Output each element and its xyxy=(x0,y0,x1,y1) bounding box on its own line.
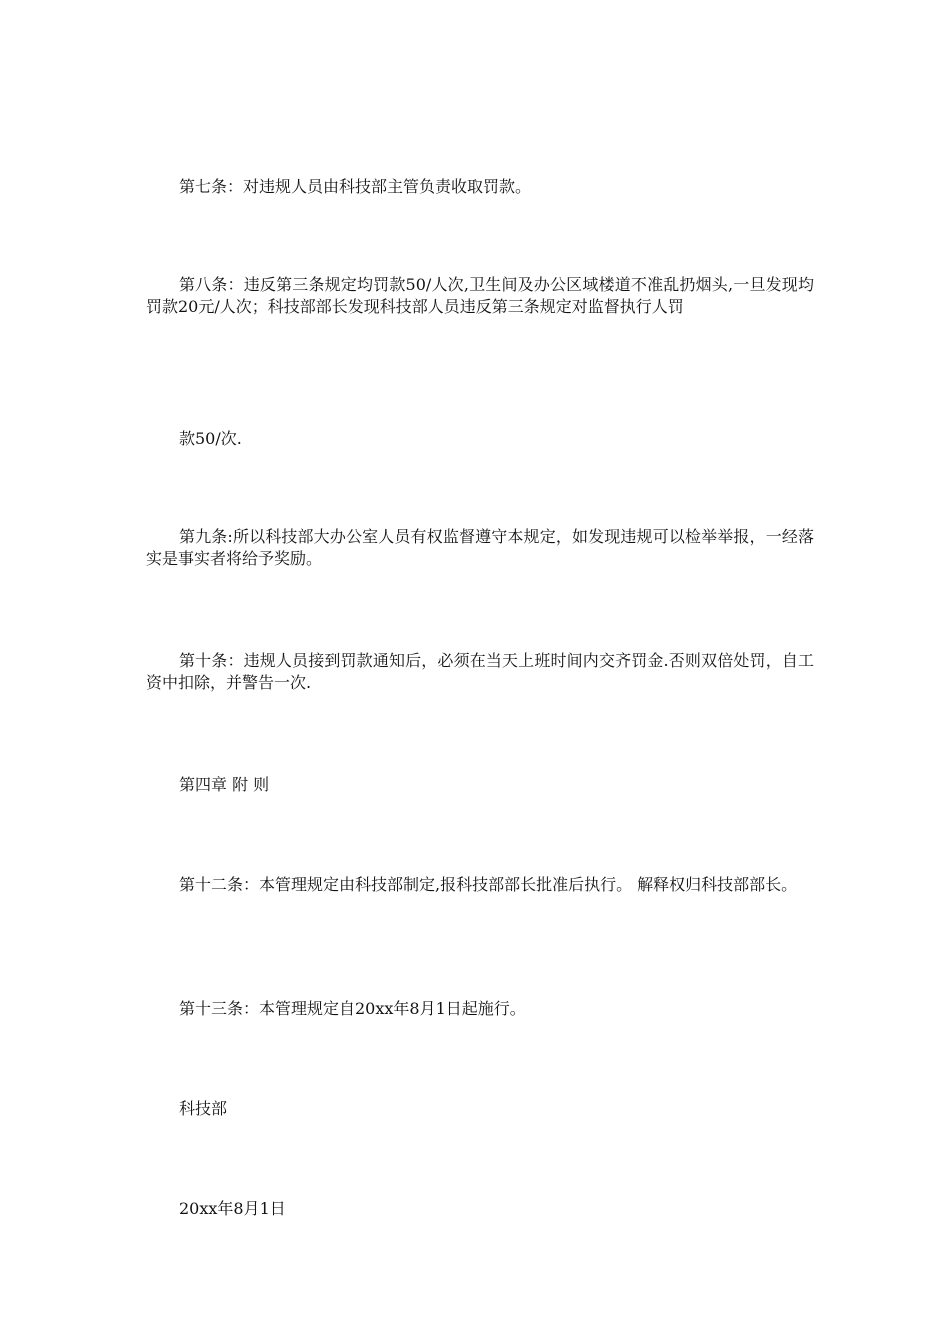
article-7: 第七条：对违规人员由科技部主管负责收取罚款。 xyxy=(179,177,532,196)
article-8-continued: 款50/次. xyxy=(179,429,242,448)
article-13: 第十三条：本管理规定自20xx年8月1日起施行。 xyxy=(179,999,526,1018)
signature-date: 20xx年8月1日 xyxy=(179,1199,286,1218)
chapter-4-heading: 第四章 附 则 xyxy=(179,775,270,794)
signature-department: 科技部 xyxy=(179,1099,228,1118)
article-8: 第八条：违反第三条规定均罚款50/人次,卫生间及办公区域楼道不准乱扔烟头,一旦发现均罚款20元/人次；科技部部长发现科技部人员违反第三条规定对监督执行人罚 xyxy=(146,275,814,316)
article-10: 第十条：违规人员接到罚款通知后，必须在当天上班时间内交齐罚金.否则双倍处罚，自工资中扣除，并警告一次. xyxy=(146,651,814,692)
article-12: 第十二条：本管理规定由科技部制定,报科技部部长批准后执行。 解释权归科技部部长。 xyxy=(179,875,798,894)
article-9: 第九条:所以科技部大办公室人员有权监督遵守本规定，如发现违规可以检举举报，一经落实是事实者将给予奖励。 xyxy=(146,527,814,568)
